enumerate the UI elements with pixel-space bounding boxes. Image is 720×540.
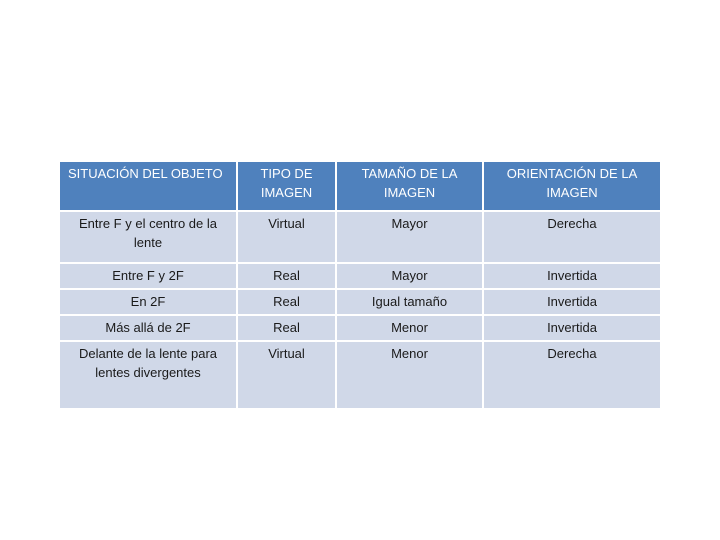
table-header-row: [60, 162, 660, 212]
cell-situacion: Más allá de 2F: [60, 316, 238, 342]
cell-tipo: Real: [238, 316, 337, 342]
table-row: [60, 342, 660, 408]
cell-tamano: Mayor: [337, 212, 484, 264]
lens-image-table: [60, 162, 660, 408]
cell-tipo: Virtual: [238, 212, 337, 264]
cell-orientacion: Derecha: [484, 342, 660, 408]
cell-situacion: En 2F: [60, 290, 238, 316]
cell-orientacion: Derecha: [484, 212, 660, 264]
cell-orientacion: Invertida: [484, 290, 660, 316]
cell-tipo: Real: [238, 290, 337, 316]
table-row: [60, 290, 660, 316]
cell-situacion: Delante de la lente para lentes divergentes: [60, 342, 238, 408]
cell-tipo: Virtual: [238, 342, 337, 408]
cell-orientacion: Invertida: [484, 264, 660, 290]
cell-situacion: Entre F y 2F: [60, 264, 238, 290]
cell-tamano: Mayor: [337, 264, 484, 290]
header-orientacion: ORIENTACIÓN DE LA IMAGEN: [484, 162, 660, 212]
cell-orientacion: Invertida: [484, 316, 660, 342]
cell-tipo: Real: [238, 264, 337, 290]
cell-situacion: Entre F y el centro de la lente: [60, 212, 238, 264]
cell-tamano: Menor: [337, 342, 484, 408]
header-tipo: TIPO DE IMAGEN: [238, 162, 337, 212]
header-situacion: SITUACIÓN DEL OBJETO: [60, 162, 238, 212]
cell-tamano: Igual tamaño: [337, 290, 484, 316]
table-row: [60, 264, 660, 290]
table-row: [60, 212, 660, 264]
header-tamano: TAMAÑO DE LA IMAGEN: [337, 162, 484, 212]
cell-tamano: Menor: [337, 316, 484, 342]
table-row: [60, 316, 660, 342]
